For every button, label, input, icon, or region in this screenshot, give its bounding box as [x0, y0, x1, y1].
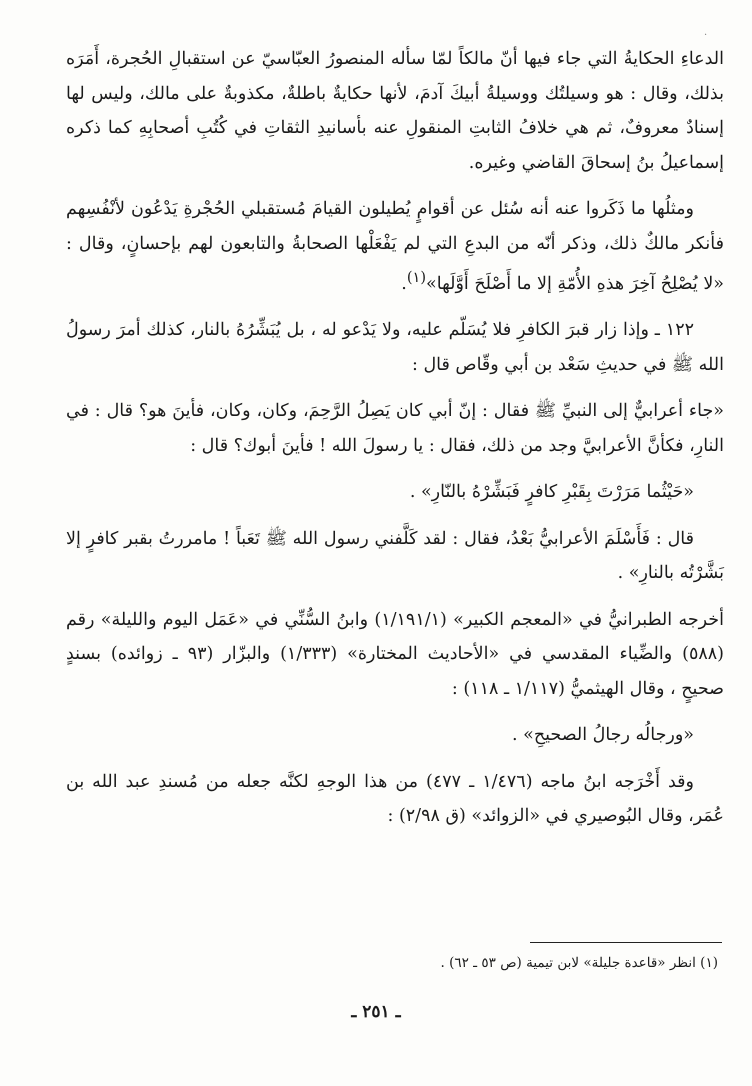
paragraph-6: قال : فَأَسْلَمَ الأعرابيُّ بَعْدُ، فقال : لقد كَلَّفني رسول الله ﷺ تَعَباً ! مامررتُ بقبر كافرٍ إلا بَشَّرْتُه بالنارِ» .	[66, 528, 724, 584]
paragraph-2-text: ومثلُها ما ذَكَروا عنه أنه سُئل عن أقوامٍ يُطيلون القيامَ مُستقبلي الحُجْرةِ يَدْعُون لأنْفُسِهم فأنكر مالكٌ ذلك، وذكر أنّه من البدعِ التي لم يَفْعَلْها الصحابةُ والتابعون لهم بإحسانٍ، وقال : «لا يُصْلِحُ آخِرَ هذهِ الأُمّةِ إلا ما أَصْلَحَ أَوَّلَها»	[66, 199, 724, 294]
quote-rijal: «ورجالُه رجالُ الصحيحِ» .	[512, 725, 694, 746]
footnote: (١) انظر «قاعدة جليلة» لابن تيمية (ص ٥٣ ـ ٦٢) .	[440, 955, 718, 971]
footnote-ref[interactable]: (١)	[406, 269, 427, 286]
page-number: ـ ٢٥١ ـ	[351, 1002, 401, 1022]
paragraph-3: ١٢٢ ـ وإذا زار قبرَ الكافرِ فلا يُسَلّم عليه، ولا يَدْعو له ، بل يُبَشِّرُهُ بالنار، كذلك أمرَ رسولُ الله ﷺ في حديثِ سَعْد بن أبي وقّاص قال :	[66, 320, 724, 375]
paragraph-2: ومثلُها ما ذَكَروا عنه أنه سُئل عن أقوامٍ يُطيلون القيامَ مُستقبلي الحُجْرةِ يَدْعُون لأنْفُسِهم فأنكر مالكٌ ذلك، وذكر أنّه من البدعِ التي لم يَفْعَلْها الصحابةُ والتابعون لهم بإحسانٍ، وقال : «لا يُصْلِحُ آخِرَ هذهِ الأُمّةِ إلا ما أَصْلَحَ أَوَّلَها»$^{(١)}$.	[66, 199, 724, 294]
takhrij-paragraph: أخرجه الطبرانيُّ في «المعجم الكبير» (١/١٩١/١) وابنُ السُّنِّي في «عَمَل اليوم والليلة» رقم (٥٨٨) والضِّياء المقدسي في «الأحاديث المختارة» (١/٣٣٣) والبزّار (٩٣ ـ زوائده) بسندٍ صحيحٍ ، وقال الهيثميُّ (١/١١٧ ـ ١١٨) :	[66, 609, 724, 699]
footnote-divider	[530, 942, 722, 943]
paragraph-9: وقد أَخْرَجه ابنُ ماجه (١/٤٧٦ ـ ٤٧٧) من هذا الوجهِ لكنَّه جعله من مُسندِ عبد الله بن عُمَر، وقال البُوصيري في «الزوائد» (ق ٢/٩٨) :	[66, 771, 724, 827]
main-text	[66, 42, 724, 846]
hadith-saying: «حَيْثُما مَرَرْتَ بِقَبْرِ كافرٍ فَبَشِّرْهُ بالنّارِ» .	[409, 482, 694, 503]
scan-mark: ·	[704, 30, 708, 41]
paragraph-1: الدعاءِ الحكايةُ التي جاء فيها أنّ مالكاً لمّا سأله المنصورُ العبّاسيّ عن استقبالِ الحُجرة، أَمَرَه بذلك، وقال : هو وسيلتُك ووسيلةُ أبيكَ آدمَ، لأنها حكايةٌ باطلةٌ، مكذوبةٌ على مالك، وليس لها إسنادٌ معروفٌ، ثم هي خلافُ الثابتِ المنقولِ عنه بأسانيدِ الثقاتِ في كُتُبِ أصحابِهِ كما ذكره إسماعيلُ بنُ إسحاقَ القاضي وغيره.	[66, 49, 724, 173]
hadith-quote: «جاء أعرابيٌّ إلى النبيِّ ﷺ فقال : إنّ أبي كان يَصِلُ الرَّحِمَ، وكان، وكان، فأينَ هو؟ قال : في النارِ، فكأنَّ الأعرابيَّ وجد من ذلك، فقال : يا رسولَ الله ! فأينَ أبوك؟ قال :	[66, 401, 724, 456]
